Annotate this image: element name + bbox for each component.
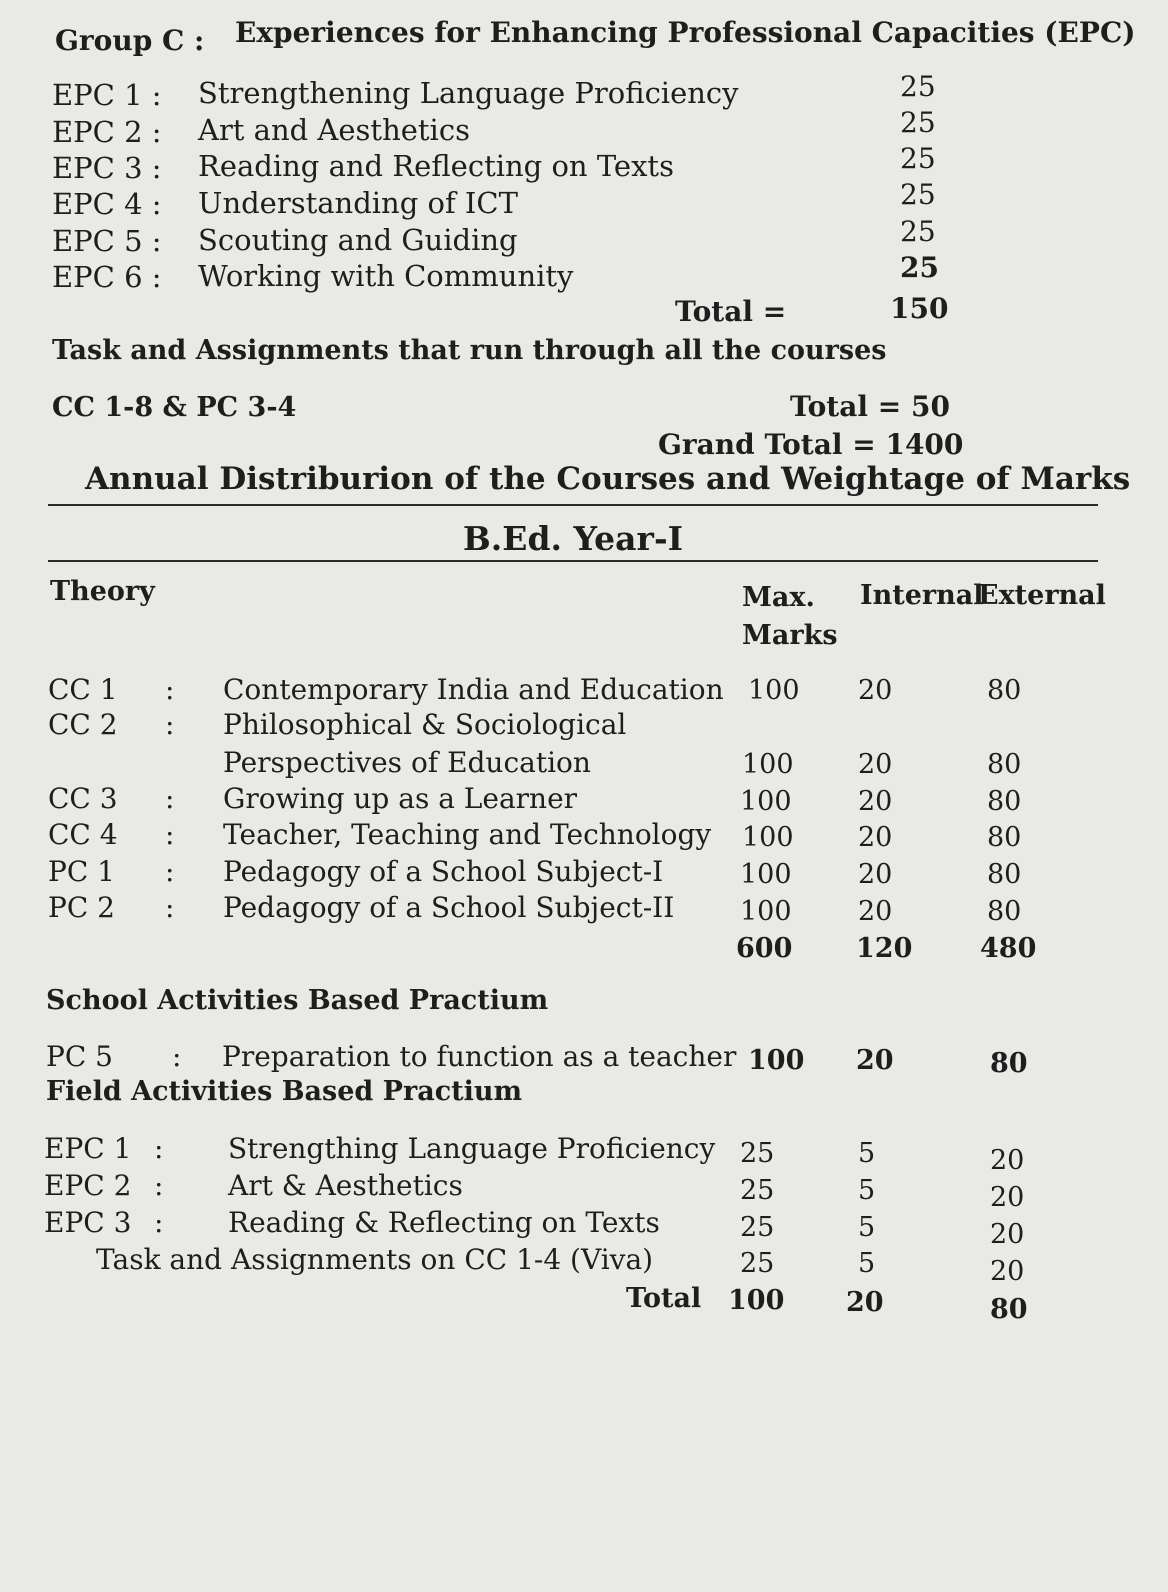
col-max-line1: Max. [742, 582, 815, 613]
max-marks: 100 [748, 675, 800, 706]
epc-marks: 25 [900, 106, 936, 139]
external-marks: 20 [990, 1256, 1025, 1287]
year-title: B.Ed. Year-I [462, 519, 684, 558]
epc-marks: 25 [900, 251, 939, 284]
epc-code: EPC 4 : [52, 187, 162, 221]
max-marks: 100 [740, 896, 792, 927]
header-rule-bottom [48, 560, 1098, 562]
row-separator: : [154, 1206, 164, 1239]
external-marks: 80 [987, 675, 1022, 706]
theory-total-internal: 120 [856, 933, 913, 964]
group-c-title: Experiences for Enhancing Professional Capacities (EPC) [235, 16, 1136, 49]
row-separator: : [165, 708, 175, 741]
school-heading: School Activities Based Practium [46, 985, 549, 1016]
field-total-external: 80 [990, 1294, 1028, 1325]
course-title-line2: Perspectives of Education [223, 746, 591, 779]
course-code: CC 4 [48, 818, 118, 851]
col-internal: Internal [860, 580, 984, 611]
course-title: Art & Aesthetics [228, 1169, 463, 1202]
external-marks: 20 [990, 1219, 1025, 1250]
course-code: EPC 2 [44, 1169, 132, 1202]
max-marks: 100 [748, 1045, 805, 1076]
epc-title: Art and Aesthetics [198, 113, 470, 147]
internal-marks: 20 [858, 786, 893, 817]
course-code: EPC 3 [44, 1206, 132, 1239]
max-marks: 25 [740, 1138, 775, 1169]
epc-code: EPC 6 : [52, 260, 162, 294]
course-title: Pedagogy of a School Subject-I [223, 855, 664, 888]
max-marks: 25 [740, 1175, 775, 1206]
internal-marks: 5 [858, 1138, 876, 1169]
theory-heading: Theory [50, 576, 155, 607]
max-marks: 25 [740, 1212, 775, 1243]
epc-total-value: 150 [890, 292, 949, 325]
grand-total: Grand Total = 1400 [658, 428, 964, 461]
external-marks: 80 [987, 859, 1022, 890]
course-title: Strengthing Language Proficiency [228, 1132, 716, 1165]
course-title: Pedagogy of a School Subject-II [223, 891, 675, 924]
max-marks: 100 [740, 859, 792, 890]
epc-code: EPC 5 : [52, 224, 162, 258]
epc-code: EPC 1 : [52, 78, 162, 112]
course-title: Teacher, Teaching and Technology [223, 818, 712, 851]
tasks-codes: CC 1-8 & PC 3-4 [52, 392, 297, 423]
row-separator: : [165, 855, 175, 888]
col-max-line2: Marks [742, 620, 838, 651]
group-c-label: Group C : [55, 24, 205, 57]
row-separator: : [165, 818, 175, 851]
course-title: Contemporary India and Education [223, 673, 724, 706]
internal-marks: 5 [858, 1175, 876, 1206]
max-marks: 100 [740, 786, 792, 817]
epc-code: EPC 2 : [52, 115, 162, 149]
internal-marks: 20 [858, 859, 893, 890]
epc-title: Understanding of ICT [198, 186, 518, 220]
course-title: Preparation to function as a teacher [222, 1040, 737, 1073]
col-external: External [978, 580, 1106, 611]
internal-marks: 20 [858, 822, 893, 853]
row-separator: : [165, 673, 175, 706]
epc-title: Strengthening Language Proficiency [198, 76, 739, 110]
theory-total-external: 480 [980, 933, 1037, 964]
external-marks: 80 [987, 749, 1022, 780]
epc-marks: 25 [900, 142, 936, 175]
field-heading: Field Activities Based Practium [46, 1076, 523, 1107]
epc-marks: 25 [900, 215, 936, 248]
epc-code: EPC 3 : [52, 151, 162, 185]
course-code: CC 2 [48, 708, 118, 741]
max-marks: 25 [740, 1248, 775, 1279]
course-title: Philosophical & Sociological [223, 708, 627, 741]
course-title: Reading & Reflecting on Texts [228, 1206, 660, 1239]
row-separator: : [154, 1169, 164, 1202]
external-marks: 80 [987, 786, 1022, 817]
external-marks: 80 [987, 822, 1022, 853]
course-code: PC 5 [46, 1040, 113, 1073]
external-marks: 80 [987, 896, 1022, 927]
internal-marks: 5 [858, 1248, 876, 1279]
external-marks: 80 [990, 1048, 1028, 1079]
epc-marks: 25 [900, 178, 936, 211]
tasks-total: Total = 50 [790, 390, 950, 423]
course-code: EPC 1 [44, 1132, 132, 1165]
external-marks: 20 [990, 1145, 1025, 1176]
internal-marks: 20 [858, 749, 893, 780]
header-rule-top [48, 504, 1098, 506]
row-separator: : [165, 782, 175, 815]
epc-title: Scouting and Guiding [198, 223, 518, 257]
course-code: PC 2 [48, 891, 115, 924]
epc-total-label: Total = [675, 295, 787, 328]
annual-title: Annual Distriburion of the Courses and Weightage of Marks [85, 461, 1131, 497]
row-separator: : [172, 1040, 182, 1073]
course-code: CC 1 [48, 673, 118, 706]
tasks-heading: Task and Assignments that run through all the courses [52, 335, 887, 366]
field-total-internal: 20 [846, 1287, 884, 1318]
row-separator: : [165, 891, 175, 924]
internal-marks: 20 [858, 896, 893, 927]
max-marks: 100 [742, 749, 794, 780]
epc-title: Reading and Reflecting on Texts [198, 149, 674, 183]
course-code: PC 1 [48, 855, 115, 888]
max-marks: 100 [742, 822, 794, 853]
theory-total-max: 600 [736, 933, 793, 964]
viva-title: Task and Assignments on CC 1-4 (Viva) [96, 1243, 654, 1276]
course-code: CC 3 [48, 782, 118, 815]
epc-marks: 25 [900, 70, 936, 103]
epc-title: Working with Community [198, 259, 574, 293]
internal-marks: 20 [856, 1045, 894, 1076]
field-total-max: 100 [728, 1285, 785, 1316]
internal-marks: 5 [858, 1212, 876, 1243]
course-title: Growing up as a Learner [223, 782, 578, 815]
field-total-label: Total [626, 1283, 702, 1314]
internal-marks: 20 [858, 675, 893, 706]
external-marks: 20 [990, 1182, 1025, 1213]
row-separator: : [154, 1132, 164, 1165]
